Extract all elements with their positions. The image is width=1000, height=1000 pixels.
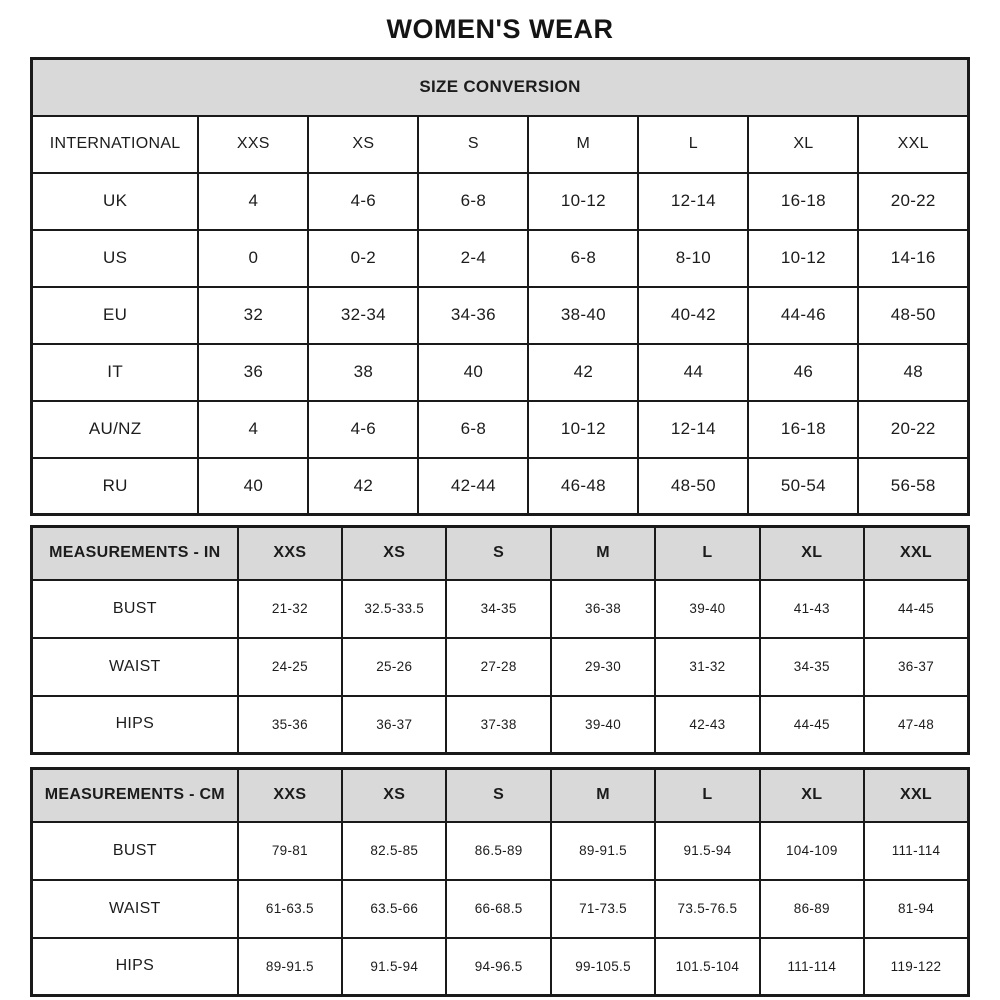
value-cell: 31-32	[655, 638, 759, 696]
value-cell: 42-44	[418, 458, 528, 515]
value-cell: 42	[528, 344, 638, 401]
row-label: BUST	[32, 822, 238, 880]
table-row	[32, 696, 969, 754]
value-cell: 101.5-104	[655, 938, 759, 996]
value-cell: 38	[308, 344, 418, 401]
row-label: IT	[32, 344, 199, 401]
column-header-size: XXL	[858, 116, 968, 173]
value-cell: 71-73.5	[551, 880, 655, 938]
row-label: WAIST	[32, 638, 238, 696]
value-cell: 111-114	[864, 822, 968, 880]
row-label: HIPS	[32, 696, 238, 754]
value-cell: 6-8	[418, 401, 528, 458]
table-row	[32, 938, 969, 996]
column-header-size: L	[655, 769, 759, 822]
value-cell: 44	[638, 344, 748, 401]
value-cell: 86-89	[760, 880, 864, 938]
column-header-size: M	[528, 116, 638, 173]
column-header-label: MEASUREMENTS - IN	[32, 527, 238, 580]
column-header-size: XXL	[864, 769, 968, 822]
column-header-size: XS	[308, 116, 418, 173]
value-cell: 4-6	[308, 401, 418, 458]
row-label: RU	[32, 458, 199, 515]
column-header-size: XL	[748, 116, 858, 173]
column-header-label: INTERNATIONAL	[32, 116, 199, 173]
value-cell: 40	[418, 344, 528, 401]
column-header-size: S	[446, 769, 550, 822]
value-cell: 89-91.5	[551, 822, 655, 880]
value-cell: 10-12	[528, 173, 638, 230]
table-row	[32, 287, 969, 344]
value-cell: 66-68.5	[446, 880, 550, 938]
value-cell: 34-36	[418, 287, 528, 344]
table-row	[32, 344, 969, 401]
value-cell: 20-22	[858, 401, 968, 458]
value-cell: 4	[198, 173, 308, 230]
value-cell: 38-40	[528, 287, 638, 344]
value-cell: 44-45	[864, 580, 968, 638]
value-cell: 16-18	[748, 173, 858, 230]
value-cell: 34-35	[446, 580, 550, 638]
value-cell: 50-54	[748, 458, 858, 515]
size-conversion-header-row	[32, 116, 969, 173]
value-cell: 94-96.5	[446, 938, 550, 996]
row-label: UK	[32, 173, 199, 230]
value-cell: 86.5-89	[446, 822, 550, 880]
value-cell: 32.5-33.5	[342, 580, 446, 638]
column-header-size: L	[655, 527, 759, 580]
table-row	[32, 230, 969, 287]
value-cell: 12-14	[638, 401, 748, 458]
column-header-size: XXS	[198, 116, 308, 173]
column-header-size: L	[638, 116, 748, 173]
size-conversion-table	[30, 57, 970, 516]
value-cell: 39-40	[655, 580, 759, 638]
value-cell: 91.5-94	[655, 822, 759, 880]
measurements-cm-table	[30, 767, 970, 997]
column-header-size: S	[446, 527, 550, 580]
value-cell: 21-32	[238, 580, 342, 638]
value-cell: 24-25	[238, 638, 342, 696]
value-cell: 99-105.5	[551, 938, 655, 996]
table-row	[32, 458, 969, 515]
value-cell: 56-58	[858, 458, 968, 515]
value-cell: 81-94	[864, 880, 968, 938]
column-header-size: XL	[760, 769, 864, 822]
value-cell: 14-16	[858, 230, 968, 287]
table-row	[32, 638, 969, 696]
size-conversion-title-row	[32, 59, 969, 116]
value-cell: 39-40	[551, 696, 655, 754]
value-cell: 35-36	[238, 696, 342, 754]
size-conversion-title: SIZE CONVERSION	[32, 59, 969, 116]
table-row	[32, 880, 969, 938]
measurements-cm-header-row	[32, 769, 969, 822]
value-cell: 104-109	[760, 822, 864, 880]
value-cell: 41-43	[760, 580, 864, 638]
value-cell: 8-10	[638, 230, 748, 287]
value-cell: 4-6	[308, 173, 418, 230]
value-cell: 25-26	[342, 638, 446, 696]
row-label: WAIST	[32, 880, 238, 938]
column-header-size: XL	[760, 527, 864, 580]
value-cell: 40-42	[638, 287, 748, 344]
value-cell: 32	[198, 287, 308, 344]
value-cell: 4	[198, 401, 308, 458]
value-cell: 6-8	[528, 230, 638, 287]
value-cell: 91.5-94	[342, 938, 446, 996]
column-header-size: XS	[342, 527, 446, 580]
column-header-size: XXL	[864, 527, 968, 580]
value-cell: 12-14	[638, 173, 748, 230]
column-header-size: S	[418, 116, 528, 173]
value-cell: 37-38	[446, 696, 550, 754]
value-cell: 36-37	[342, 696, 446, 754]
value-cell: 20-22	[858, 173, 968, 230]
value-cell: 16-18	[748, 401, 858, 458]
row-label: US	[32, 230, 199, 287]
value-cell: 44-45	[760, 696, 864, 754]
value-cell: 42	[308, 458, 418, 515]
value-cell: 10-12	[748, 230, 858, 287]
table-row	[32, 173, 969, 230]
row-label: EU	[32, 287, 199, 344]
row-label: BUST	[32, 580, 238, 638]
value-cell: 40	[198, 458, 308, 515]
column-header-label: MEASUREMENTS - CM	[32, 769, 238, 822]
value-cell: 10-12	[528, 401, 638, 458]
value-cell: 29-30	[551, 638, 655, 696]
value-cell: 46	[748, 344, 858, 401]
value-cell: 63.5-66	[342, 880, 446, 938]
column-header-size: XXS	[238, 527, 342, 580]
value-cell: 119-122	[864, 938, 968, 996]
measurements-in-table	[30, 525, 970, 755]
value-cell: 32-34	[308, 287, 418, 344]
value-cell: 47-48	[864, 696, 968, 754]
column-header-size: M	[551, 769, 655, 822]
value-cell: 36-37	[864, 638, 968, 696]
row-label: AU/NZ	[32, 401, 199, 458]
value-cell: 73.5-76.5	[655, 880, 759, 938]
value-cell: 111-114	[760, 938, 864, 996]
column-header-size: XXS	[238, 769, 342, 822]
table-row	[32, 580, 969, 638]
value-cell: 48-50	[858, 287, 968, 344]
row-label: HIPS	[32, 938, 238, 996]
value-cell: 79-81	[238, 822, 342, 880]
value-cell: 27-28	[446, 638, 550, 696]
value-cell: 0-2	[308, 230, 418, 287]
page-title: WOMEN'S WEAR	[386, 14, 614, 44]
value-cell: 89-91.5	[238, 938, 342, 996]
value-cell: 48-50	[638, 458, 748, 515]
value-cell: 0	[198, 230, 308, 287]
value-cell: 2-4	[418, 230, 528, 287]
column-header-size: M	[551, 527, 655, 580]
column-header-size: XS	[342, 769, 446, 822]
value-cell: 61-63.5	[238, 880, 342, 938]
value-cell: 44-46	[748, 287, 858, 344]
value-cell: 34-35	[760, 638, 864, 696]
measurements-in-header-row	[32, 527, 969, 580]
value-cell: 48	[858, 344, 968, 401]
value-cell: 82.5-85	[342, 822, 446, 880]
value-cell: 6-8	[418, 173, 528, 230]
table-row	[32, 401, 969, 458]
value-cell: 36-38	[551, 580, 655, 638]
value-cell: 42-43	[655, 696, 759, 754]
value-cell: 46-48	[528, 458, 638, 515]
value-cell: 36	[198, 344, 308, 401]
table-row	[32, 822, 969, 880]
